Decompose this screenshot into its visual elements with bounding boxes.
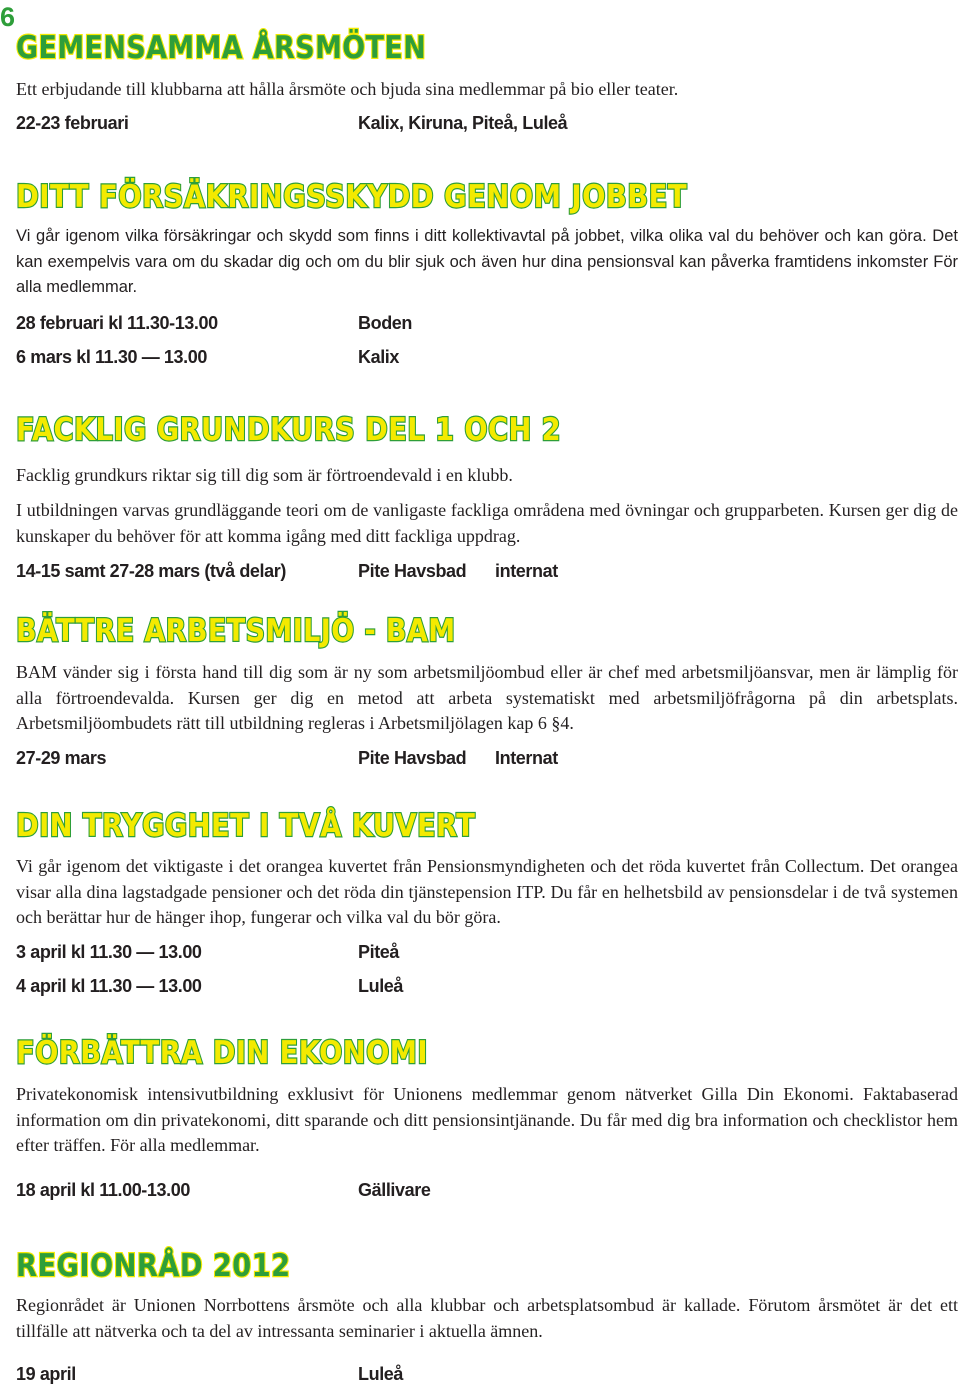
schedule-date: 22-23 februari <box>16 113 129 133</box>
section-paragraph: BAM vänder sig i första hand till dig som är ny som arbetsmiljöombud eller är chef med arbetsmiljöansvar, men är lämplig för alla förtroendevalda. Kursen ger dig en metod att arbeta systematiskt med arbetsmiljöfrågorna på din arbetsplats. Arbetsmiljöombudets rätt till utbildning regleras i Arbetsmiljölagen kap 6 §4. <box>16 662 958 733</box>
schedule-location: Kalix <box>358 347 400 367</box>
section-heading-din-trygghet: DIN TRYGGHET I TVÅ KUVERT <box>16 808 476 844</box>
schedule-row <box>16 345 956 369</box>
section-paragraph: Privatekonomisk intensivutbildning exklusivt för Unionens medlemmar genom nätverket Gilla Din Ekonomi. Faktabaserad information om din privatekonomi, ditt sparande och ditt pensionsintjänande. Du får med dig bra information och checklistor hem efter träffen. För alla medlemmar. <box>16 1084 958 1155</box>
page-number: 6 <box>0 2 15 32</box>
section-paragraph: Regionrådet är Unionen Norrbottens årsmöte och alla klubbar och arbetsplatsombud är kallade. Förutom årsmötet är det ett tillfälle att nätverka och ta del av intressanta seminarier i aktuella ämnen. <box>16 1295 958 1341</box>
schedule-location: Kalix, Kiruna, Piteå, Luleå <box>358 113 568 133</box>
schedule-date: 28 februari kl 11.30-13.00 <box>16 313 218 333</box>
section-heading-facklig-grundkurs: FACKLIG GRUNDKURS DEL 1 OCH 2 <box>16 412 562 448</box>
schedule-row <box>16 1362 956 1386</box>
schedule-row <box>16 974 956 998</box>
schedule-date: 4 april kl 11.30 — 13.00 <box>16 976 202 996</box>
schedule-date: 6 mars kl 11.30 — 13.00 <box>16 347 207 367</box>
section-paragraph: I utbildningen varvas grundläggande teori om de vanligaste fackliga områdena med övningar och grupparbeten. Kursen ger dig de kunskaper du behöver för att komma igång med ditt fackliga uppdrag. <box>16 500 958 546</box>
schedule-date: 27-29 mars <box>16 748 107 768</box>
schedule-location: Pite Havsbad <box>358 561 467 581</box>
section-heading-forbattra-din-ekonomi: FÖRBÄTTRA DIN EKONOMI <box>16 1035 428 1071</box>
schedule-date: 3 april kl 11.30 — 13.00 <box>16 942 202 962</box>
schedule-note: Internat <box>495 748 558 768</box>
schedule-date: 14-15 samt 27-28 mars (två delar) <box>16 561 286 581</box>
schedule-date: 19 april <box>16 1364 76 1384</box>
section-paragraph: Vi går igenom vilka försäkringar och skydd som finns i ditt kollektivavtal på jobbet, vilka olika val du behöver och kan göra. Det kan exempelvis vara om du skadar dig och om du blir sjuk och även hur dina pensionsval kan påverka framtidens inkomster För alla medlemmar. <box>16 227 958 296</box>
schedule-location: Luleå <box>358 1364 404 1384</box>
schedule-location: Luleå <box>358 976 404 996</box>
section-paragraph: Ett erbjudande till klubbarna att hålla årsmöte och bjuda sina medlemmar på bio eller teater. <box>16 79 679 99</box>
section-heading-battre-arbetsmiljo: BÄTTRE ARBETSMILJÖ - BAM <box>16 613 456 649</box>
schedule-row <box>16 746 956 770</box>
schedule-row <box>16 940 956 964</box>
schedule-location: Gällivare <box>358 1180 431 1200</box>
schedule-location: Boden <box>358 313 412 333</box>
schedule-location: Piteå <box>358 942 400 962</box>
section-paragraph: Facklig grundkurs riktar sig till dig som är förtroendevald i en klubb. <box>16 465 513 485</box>
section-heading-gemensamma-arsmoten: GEMENSAMMA ÅRSMÖTEN <box>16 30 427 66</box>
schedule-location: Pite Havsbad <box>358 748 467 768</box>
section-heading-regionrad-2012: REGIONRÅD 2012 <box>16 1248 291 1284</box>
schedule-note: internat <box>495 561 558 581</box>
schedule-row <box>16 1178 956 1202</box>
section-heading-forsakringsskydd: DITT FÖRSÄKRINGSSKYDD GENOM JOBBET <box>16 179 688 215</box>
schedule-row <box>16 559 956 583</box>
schedule-date: 18 april kl 11.00-13.00 <box>16 1180 190 1200</box>
schedule-row <box>16 111 956 135</box>
section-paragraph: Vi går igenom det viktigaste i det orangea kuvertet från Pensionsmyndigheten och det röda kuvertet från Collectum. Det orangea visar alla dina lagstadgade pensioner och det röda din tjänstepension ITP. Du får en helhetsbild av pensionsdelar i de två systemen och berättar hur de hänger ihop, fungerar och vilka val du bör göra. <box>16 856 958 927</box>
schedule-row <box>16 311 956 335</box>
